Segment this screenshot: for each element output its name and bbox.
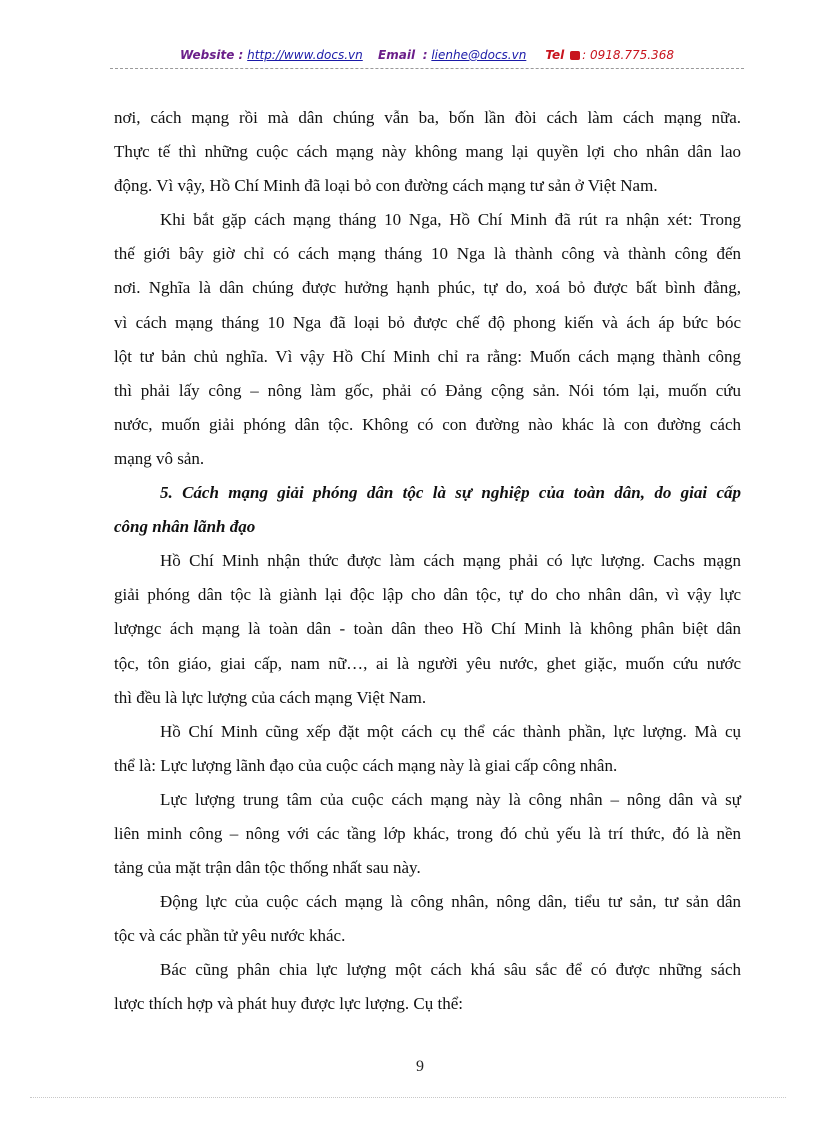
text-line: nơi. Nghĩa là dân chúng được hưởng hạnh phúc, tự do, xoá bỏ được bất bình đẳng,	[114, 278, 741, 298]
tel-label: Tel	[545, 48, 565, 62]
email-label: Email	[378, 48, 416, 62]
paragraph	[114, 715, 741, 783]
text-line: tảng của mặt trận dân tộc thống nhất sau này.	[114, 858, 421, 878]
text-line: thì phải lấy công – nông làm gốc, phải có Đảng cộng sản. Nói tóm lại, muốn cứu	[114, 380, 741, 400]
text-line: Hồ Chí Minh nhận thức được làm cách mạng phải có lực lượng. Cachs mạgn	[160, 551, 741, 571]
header-divider	[110, 68, 744, 69]
text-line: nước, muốn giải phóng dân tộc. Không có con đường nào khác là con đường cách	[114, 414, 741, 434]
text-line: Động lực của cuộc cách mạng là công nhân, nông dân, tiểu tư sản, tư sản dân	[160, 892, 741, 912]
section-heading	[114, 476, 741, 544]
text-line: Khi bắt gặp cách mạng tháng 10 Nga, Hồ Chí Minh đã rút ra nhận xét: Trong	[160, 210, 741, 230]
paragraph	[114, 544, 741, 714]
footer-divider	[30, 1097, 786, 1098]
heading-line: công nhân lãnh đạo	[114, 517, 256, 537]
text-line: Lực lượng trung tâm của cuộc cách mạng này là công nhân – nông dân và sự	[160, 789, 741, 809]
text-line: lột tư bản chủ nghĩa. Vì vậy Hồ Chí Minh chỉ ra rằng: Muốn cách mạng thành công	[114, 346, 741, 366]
page-number: 9	[416, 1058, 424, 1075]
text-line: Bác cũng phân chia lực lượng một cách khá sâu sắc để có được những sách	[160, 960, 741, 980]
text-line: vì cách mạng tháng 10 Nga đã loại bỏ được chế độ phong kiến và ách áp bức bóc	[114, 312, 741, 332]
text-line: Hồ Chí Minh cũng xếp đặt một cách cụ thể các thành phần, lực lượng. Mà cụ	[160, 721, 741, 741]
text-line: lượngc ách mạng là toàn dân - toàn dân theo Hồ Chí Minh là không phân biệt dân	[114, 619, 741, 639]
heading-line: 5. Cách mạng giải phóng dân tộc là sự nghiệp của toàn dân, do giai cấp	[160, 483, 741, 503]
text-line: thì đều là lực lượng của cách mạng Việt Nam.	[114, 687, 427, 707]
email-separator: :	[422, 48, 428, 62]
text-line: nơi, cách mạng rồi mà dân chúng vẫn ba, bốn lần đòi cách làm cách mạng nữa.	[114, 108, 741, 127]
text-line: tộc và các phần tử yêu nước khác.	[114, 926, 346, 946]
text-line: động. Vì vậy, Hồ Chí Minh đã loại bỏ con đường cách mạng tư sản ở Việt Nam.	[114, 176, 658, 196]
tel-number: : 0918.775.368	[582, 48, 674, 62]
text-line: thế giới bây giờ chỉ có cách mạng tháng 10 Nga là thành công và thành công đến	[114, 244, 741, 264]
website-label: Website :	[180, 48, 244, 62]
text-line: tộc, tôn giáo, giai cấp, nam nữ…, ai là người yêu nước, ghet giặc, muốn cứu nước	[114, 653, 741, 673]
paragraph	[114, 101, 741, 203]
text-line: liên minh công – nông với các tầng lớp khác, trong đó chủ yếu là trí thức, đó là nền	[114, 823, 741, 843]
text-line: Thực tế thì những cuộc cách mạng này không mang lại quyền lợi cho nhân dân lao	[114, 142, 741, 162]
page-header	[110, 48, 744, 68]
document-body	[114, 101, 741, 1022]
text-line: mạng vô sản.	[114, 448, 205, 468]
paragraph	[114, 953, 741, 1021]
text-line: giải phóng dân tộc là giành lại độc lập cho dân tộc, tự do cho nhân dân, vì vậy lực	[114, 585, 741, 605]
email-link[interactable]: lienhe@docs.vn	[431, 48, 527, 62]
paragraph	[114, 783, 741, 885]
phone-icon	[570, 51, 580, 60]
text-line: thể là: Lực lượng lãnh đạo của cuộc cách mạng này là giai cấp công nhân.	[114, 755, 618, 775]
paragraph	[114, 885, 741, 953]
paragraph	[114, 203, 741, 476]
text-line: lược thích hợp và phát huy được lực lượng. Cụ thể:	[114, 994, 464, 1014]
website-link[interactable]: http://www.docs.vn	[247, 48, 363, 62]
